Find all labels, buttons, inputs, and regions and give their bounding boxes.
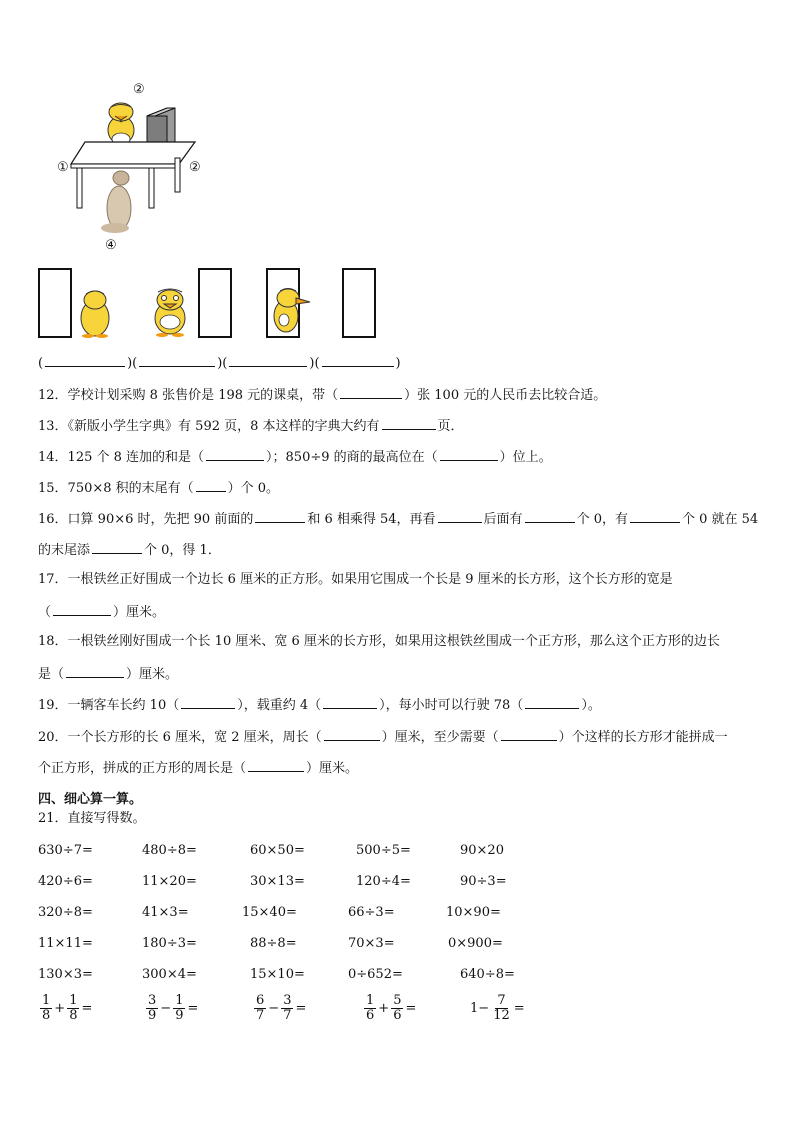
calc-row-5: 130×3= 300×4= 15×10= 0÷652= 640÷8= xyxy=(38,967,515,982)
q12-blank[interactable] xyxy=(340,386,402,399)
q20-blank-1[interactable] xyxy=(324,728,380,741)
q19-blank-2[interactable] xyxy=(323,696,377,709)
view-answer-row: ( )( )( )( ) xyxy=(38,356,401,371)
question-14: 14．125 个 8 连加的和是（ ）；850÷9 的商的最高位在（ ）位上。 xyxy=(38,450,552,465)
q16-blank-5[interactable] xyxy=(92,541,142,554)
answer-blank-3[interactable] xyxy=(229,354,307,367)
q20-blank-3[interactable] xyxy=(248,759,304,772)
question-20-line-2: 个正方形，拼成的正方形的周长是（ ）厘米。 xyxy=(38,761,359,776)
duck-behind-box-icon xyxy=(268,286,320,336)
view-box-1 xyxy=(38,268,72,338)
section-4-title: 四、细心算一算。 xyxy=(38,792,143,807)
q14-blank-1[interactable] xyxy=(206,448,264,461)
q18-blank[interactable] xyxy=(66,665,124,678)
duck-side-view-icon xyxy=(76,286,114,338)
fraction-expr-3: 6 7 − $\frac{3}{7}$ = xyxy=(256,993,307,1023)
q14-blank-2[interactable] xyxy=(440,448,498,461)
q16-blank-2[interactable] xyxy=(438,510,482,523)
observation-figure xyxy=(55,80,215,260)
q15-blank[interactable] xyxy=(196,479,226,492)
fraction-expr-2: 3 9 − $\frac{1}{9}$ = xyxy=(148,993,199,1023)
question-15: 15．750×8 积的末尾有（ ）个 0。 xyxy=(38,481,280,496)
calc-row-2: 420÷6= 11×20= 30×13= 120÷4= 90÷3= xyxy=(38,874,507,889)
duck-front-view-icon xyxy=(148,286,192,338)
question-18-line-2: 是（ ）厘米。 xyxy=(38,667,179,682)
question-16-line-1: 16．口算 90×6 时，先把 90 前面的 和 6 相乘得 54，再看 后面有 个 0，有 个 0 就在 54 xyxy=(38,512,759,527)
label-left: ① xyxy=(57,160,69,175)
label-top: ② xyxy=(133,82,145,97)
question-17-line-1: 17．一根铁丝正好围成一个边长 6 厘米的正方形。如果用它围成一个长是 9 厘米的长方形，这个长方形的宽是 xyxy=(38,572,673,587)
question-17-line-2: （ ）厘米。 xyxy=(38,605,166,620)
duck-figure xyxy=(108,103,134,148)
dog-figure xyxy=(101,171,131,233)
q17-blank[interactable] xyxy=(53,603,111,616)
calc-row-4: 11×11= 180÷3= 88÷8= 70×3= 0×900= xyxy=(38,936,503,951)
q19-blank-3[interactable] xyxy=(525,696,579,709)
q19-blank-1[interactable] xyxy=(181,696,235,709)
label-bottom: ④ xyxy=(105,238,117,253)
question-19: 19．一辆客车长约 10（ ），载重约 4（ ），每小时可以行驶 78（ ）。 xyxy=(38,698,601,713)
question-21: 21．直接写得数。 xyxy=(38,811,146,826)
fraction-expr-5: 1 − $\frac{7}{12}$ = xyxy=(470,993,525,1023)
question-13: 13．《新版小学生字典》有 592 页，8 本这样的字典大约有 页． xyxy=(38,419,464,434)
answer-blank-4[interactable] xyxy=(322,354,394,367)
label-right: ② xyxy=(189,160,201,175)
question-12: 12．学校计划采购 8 张售价是 198 元的课桌，带（ ）张 100 元的人民币去比较合适。 xyxy=(38,388,607,403)
table-scene-drawing xyxy=(55,80,215,260)
q13-blank[interactable] xyxy=(382,417,436,430)
question-18-line-1: 18．一根铁丝刚好围成一个长 10 厘米、宽 6 厘米的长方形，如果用这根铁丝围成一个正方形，那么这个正方形的边长 xyxy=(38,634,720,649)
q20-blank-2[interactable] xyxy=(501,728,557,741)
q16-blank-1[interactable] xyxy=(255,510,305,523)
fraction-expr-1: 1 8 + $\frac{1}{8}$ = xyxy=(42,993,93,1023)
question-20-line-1: 20．一个长方形的长 6 厘米，宽 2 厘米，周长（ ）厘米，至少需要（ ）个这样的长方形才能拼成一 xyxy=(38,730,728,745)
q16-blank-3[interactable] xyxy=(525,510,575,523)
question-16-line-2: 的末尾添 个 0，得 1． xyxy=(38,543,221,558)
fraction-expr-4: 1 6 + $\frac{5}{6}$ = xyxy=(366,993,417,1023)
calc-row-1: 630÷7= 480÷8= 60×50= 500÷5= 90×20 xyxy=(38,843,504,858)
answer-blank-2[interactable] xyxy=(139,354,215,367)
answer-blank-1[interactable] xyxy=(45,354,125,367)
q16-blank-4[interactable] xyxy=(630,510,680,523)
view-box-4 xyxy=(342,268,376,338)
calc-row-3: 320÷8= 41×3= 15×40= 66÷3= 10×90= xyxy=(38,905,501,920)
view-box-2 xyxy=(198,268,232,338)
